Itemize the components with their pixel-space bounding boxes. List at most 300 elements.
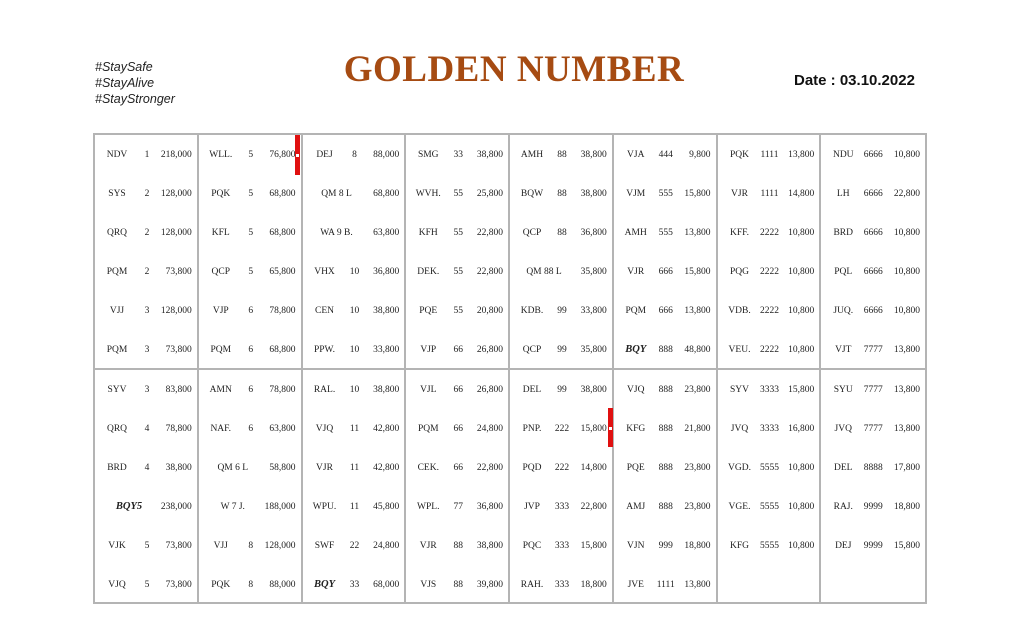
code-cell: VJQ	[627, 384, 645, 395]
amount-cell: 68,000	[373, 579, 400, 590]
amount-cell: 14,800	[580, 462, 607, 473]
number-cell: 6	[248, 384, 254, 395]
number-cell: 11	[349, 462, 360, 473]
amount-cell: 22,800	[580, 501, 607, 512]
amount-cell: 20,800	[476, 305, 503, 316]
code-cell: VJT	[835, 344, 852, 355]
code-cell: PQM	[210, 344, 232, 355]
number-row	[95, 409, 197, 448]
amount-cell: 128,000	[160, 188, 192, 199]
number-cell: 888	[658, 462, 673, 473]
code-cell: JVQ	[730, 423, 749, 434]
number-cell: 55	[453, 266, 463, 277]
number-cell: 2	[144, 266, 150, 277]
number-row	[406, 174, 508, 213]
code-cell: QCP	[211, 266, 230, 277]
number-row	[199, 330, 301, 369]
amount-cell: 33,800	[580, 305, 607, 316]
number-cell: 3	[144, 305, 150, 316]
number-row	[406, 409, 508, 448]
code-cell: VJN	[627, 540, 645, 551]
number-cell: 6666	[863, 188, 883, 199]
code-cell: DEL	[522, 384, 542, 395]
number-row	[303, 487, 405, 526]
code-cell: KDB.	[520, 305, 544, 316]
code-cell: VJS	[420, 579, 437, 590]
number-row	[510, 174, 612, 213]
code-cell: QM 6 L	[217, 462, 249, 473]
number-row	[199, 291, 301, 330]
number-row	[614, 409, 716, 448]
number-cell: 2222	[760, 266, 779, 277]
number-cell: 2	[144, 227, 150, 238]
number-row	[510, 135, 612, 174]
number-cell: 8	[248, 579, 254, 590]
code-cell: PNP.	[522, 423, 542, 434]
amount-cell: 15,800	[684, 266, 711, 277]
code-cell: WVH.	[415, 188, 441, 199]
hashtag-line: #StayAlive	[95, 76, 155, 90]
code-cell: QRQ	[106, 423, 128, 434]
amount-cell: 128,000	[160, 305, 192, 316]
code-cell: SYU	[833, 384, 853, 395]
code-cell: PQM	[106, 344, 128, 355]
amount-cell: 68,800	[269, 188, 296, 199]
number-cell: 3333	[760, 384, 779, 395]
number-cell: 10	[349, 344, 360, 355]
number-row	[821, 252, 925, 291]
code-cell: AMJ	[626, 501, 646, 512]
grid-column	[614, 135, 718, 369]
number-cell: 5	[144, 579, 150, 590]
amount-cell: 38,800	[476, 149, 503, 160]
number-row	[510, 448, 612, 487]
number-cell: 10	[349, 305, 360, 316]
code-cell: PQL	[834, 266, 853, 277]
number-row	[303, 370, 405, 409]
amount-cell: 22,800	[476, 227, 503, 238]
grid-column	[614, 370, 718, 604]
code-cell: CEN	[315, 305, 334, 316]
number-row	[199, 213, 301, 252]
number-row	[821, 526, 925, 565]
number-row	[821, 174, 925, 213]
grid-column	[406, 370, 510, 604]
amount-cell: 63,800	[269, 423, 296, 434]
number-row	[95, 252, 197, 291]
number-cell: 5555	[760, 540, 779, 551]
amount-cell: 36,800	[580, 227, 607, 238]
number-cell: 3	[144, 384, 150, 395]
number-row	[199, 565, 301, 604]
grid-column	[510, 370, 614, 604]
code-cell: KFF.	[729, 227, 750, 238]
code-cell: KFH	[418, 227, 438, 238]
number-row	[95, 135, 197, 174]
grid-column	[95, 135, 199, 369]
code-cell: VJM	[626, 188, 646, 199]
amount-cell: 22,800	[476, 266, 503, 277]
number-row	[718, 526, 820, 565]
code-cell: NDV	[106, 149, 128, 160]
number-row	[199, 370, 301, 409]
number-row	[718, 330, 820, 369]
amount-cell: 10,800	[788, 227, 815, 238]
number-cell: 1	[144, 149, 150, 160]
amount-cell: 13,800	[684, 305, 711, 316]
code-cell: KFG	[729, 540, 749, 551]
amount-cell: 15,800	[788, 384, 815, 395]
red-marker	[608, 408, 613, 447]
number-row	[510, 526, 612, 565]
number-row	[95, 213, 197, 252]
amount-cell: 38,800	[580, 384, 607, 395]
amount-cell: 22,800	[893, 188, 920, 199]
amount-cell: 10,800	[788, 305, 815, 316]
amount-cell: 33,800	[373, 344, 400, 355]
number-cell: 3333	[760, 423, 779, 434]
code-cell: KFG	[626, 423, 646, 434]
grid-column	[510, 135, 614, 369]
amount-cell: 25,800	[476, 188, 503, 199]
code-cell: SWF	[314, 540, 335, 551]
amount-cell: 13,800	[684, 227, 711, 238]
number-cell: 66	[453, 384, 463, 395]
number-cell: 2	[144, 188, 150, 199]
code-cell: AMH	[624, 227, 647, 238]
code-cell: DEL	[834, 462, 853, 473]
amount-cell: 10,800	[893, 305, 920, 316]
number-row	[303, 213, 405, 252]
number-row	[406, 370, 508, 409]
amount-cell: 24,800	[476, 423, 503, 434]
code-cell: VGD.	[728, 462, 751, 473]
number-row	[95, 565, 197, 604]
amount-cell: 26,800	[476, 344, 503, 355]
number-cell: 66	[453, 462, 463, 473]
code-cell: KFL	[211, 227, 230, 238]
amount-cell: 68,800	[373, 188, 400, 199]
number-cell: 9999	[863, 540, 883, 551]
number-row	[406, 526, 508, 565]
number-cell: 5	[144, 540, 150, 551]
number-row	[718, 135, 820, 174]
code-cell: WPU.	[312, 501, 337, 512]
grid-bottom-half	[95, 370, 925, 604]
grid-column	[718, 135, 822, 369]
grid-column	[821, 135, 925, 369]
amount-cell: 10,800	[788, 462, 815, 473]
number-row	[718, 448, 820, 487]
number-row	[614, 487, 716, 526]
amount-cell: 63,800	[373, 227, 400, 238]
number-row	[614, 330, 716, 369]
code-cell: VJR	[316, 462, 333, 473]
amount-cell: 23,800	[684, 501, 711, 512]
number-row	[718, 370, 820, 409]
number-cell: 555	[658, 188, 673, 199]
number-cell: 6666	[863, 305, 883, 316]
number-cell: 55	[453, 305, 463, 316]
code-cell: WLL.	[209, 149, 233, 160]
number-row	[303, 174, 405, 213]
amount-cell: 9,800	[689, 149, 711, 160]
number-row	[718, 252, 820, 291]
amount-cell: 78,800	[269, 384, 296, 395]
number-cell: 2222	[760, 305, 779, 316]
code-cell: AMN	[209, 384, 232, 395]
amount-cell: 35,800	[580, 344, 607, 355]
number-row	[614, 448, 716, 487]
number-row	[406, 135, 508, 174]
number-row	[614, 174, 716, 213]
code-cell: BQW	[520, 188, 544, 199]
amount-cell: 218,000	[160, 149, 192, 160]
amount-cell: 18,800	[893, 501, 920, 512]
number-row	[199, 409, 301, 448]
number-cell: 222	[554, 462, 570, 473]
grid-column	[718, 370, 822, 604]
code-cell: VHX	[314, 266, 335, 277]
number-cell: 88	[453, 579, 463, 590]
grid-column	[406, 135, 510, 369]
number-row	[95, 291, 197, 330]
amount-cell: 15,800	[580, 540, 607, 551]
amount-cell: 23,800	[684, 462, 711, 473]
number-cell: 333	[554, 579, 570, 590]
amount-cell: 73,800	[165, 344, 192, 355]
hashtag-line: #StaySafe	[95, 60, 153, 74]
number-cell: 1111	[760, 188, 779, 199]
code-cell: DEK.	[417, 266, 440, 277]
number-cell: 5	[248, 266, 254, 277]
amount-cell: 42,800	[373, 423, 400, 434]
grid-column	[95, 370, 199, 604]
number-cell: 2222	[760, 227, 779, 238]
number-row	[718, 213, 820, 252]
number-row	[821, 330, 925, 369]
number-cell: 333	[554, 501, 570, 512]
number-cell: 8	[248, 540, 254, 551]
code-cell: VJJ	[213, 540, 228, 551]
amount-cell: 24,800	[373, 540, 400, 551]
number-row	[510, 487, 612, 526]
code-cell: CEK.	[417, 462, 439, 473]
code-cell: W 7 J.	[220, 501, 245, 512]
number-cell: 5	[248, 188, 254, 199]
number-cell: 7777	[863, 384, 883, 395]
number-row	[510, 565, 612, 604]
code-cell: PQE	[419, 305, 438, 316]
code-cell: PQK	[211, 188, 231, 199]
amount-cell: 68,800	[269, 227, 296, 238]
number-row	[614, 135, 716, 174]
code-cell: WPL.	[417, 501, 440, 512]
number-grid	[93, 133, 927, 604]
number-row	[303, 409, 405, 448]
hashtag-line: #StayStronger	[95, 92, 175, 106]
code-cell: VDB.	[728, 305, 751, 316]
code-cell: BRD	[833, 227, 854, 238]
amount-cell: 10,800	[788, 344, 815, 355]
amount-cell: 18,800	[580, 579, 607, 590]
number-row	[510, 409, 612, 448]
code-cell: WA 9 B.	[320, 227, 353, 238]
number-row	[303, 135, 405, 174]
number-row	[718, 291, 820, 330]
grid-column	[199, 370, 303, 604]
page-title-text: GOLDEN NUMBER	[343, 49, 685, 90]
number-row	[821, 370, 925, 409]
grid-column	[821, 370, 925, 604]
number-cell: 2222	[760, 344, 779, 355]
code-cell: VJA	[627, 149, 645, 160]
code-cell: RAH.	[520, 579, 544, 590]
amount-cell: 13,800	[893, 384, 920, 395]
amount-cell: 38,800	[165, 462, 192, 473]
amount-cell: 73,800	[165, 266, 192, 277]
code-cell: JVE	[627, 579, 644, 590]
grid-column	[199, 135, 303, 369]
code-cell: VJQ	[315, 423, 334, 434]
code-cell: JUQ.	[833, 305, 854, 316]
amount-cell: 13,800	[893, 423, 920, 434]
number-cell: 1111	[656, 579, 675, 590]
code-cell: PPW.	[313, 344, 336, 355]
amount-cell: 17,800	[893, 462, 920, 473]
number-row	[821, 409, 925, 448]
number-row	[614, 565, 716, 604]
number-cell: 666	[658, 266, 673, 277]
number-cell: 999	[658, 540, 673, 551]
code-cell: PQK	[211, 579, 231, 590]
amount-cell: 68,800	[269, 344, 296, 355]
number-row	[199, 448, 301, 487]
code-cell: BQY	[314, 579, 335, 590]
number-row	[510, 370, 612, 409]
amount-cell: 36,800	[373, 266, 400, 277]
number-cell: 6	[248, 423, 254, 434]
number-row	[199, 487, 301, 526]
amount-cell: 15,800	[893, 540, 920, 551]
number-row	[95, 174, 197, 213]
number-cell: 4	[144, 462, 150, 473]
number-row	[614, 291, 716, 330]
amount-cell: 10,800	[788, 540, 815, 551]
amount-cell: 45,800	[373, 501, 400, 512]
number-cell: 666	[658, 305, 673, 316]
code-cell: RAL.	[313, 384, 336, 395]
code-cell: VJP	[420, 344, 437, 355]
code-cell: PQE	[626, 462, 645, 473]
amount-cell: 18,800	[684, 540, 711, 551]
amount-cell: 10,800	[893, 149, 920, 160]
amount-cell: 10,800	[893, 227, 920, 238]
number-cell: 66	[453, 344, 463, 355]
code-cell: BRD	[107, 462, 127, 473]
code-cell: PQM	[625, 305, 647, 316]
number-row	[95, 370, 197, 409]
number-cell: 11	[349, 501, 360, 512]
number-cell: 10	[349, 384, 360, 395]
number-cell: 888	[658, 423, 673, 434]
number-row	[821, 487, 925, 526]
code-cell: DEJ	[316, 149, 333, 160]
number-row	[510, 291, 612, 330]
number-cell: 5555	[760, 501, 779, 512]
amount-cell: 88,000	[269, 579, 296, 590]
amount-cell: 65,800	[269, 266, 296, 277]
amount-cell: 16,800	[788, 423, 815, 434]
code-cell: RAJ.	[833, 501, 853, 512]
code-cell: PQM	[106, 266, 128, 277]
code-cell: VGE.	[728, 501, 751, 512]
grid-column	[303, 370, 407, 604]
code-cell: DEJ	[835, 540, 852, 551]
amount-cell: 128,000	[264, 540, 296, 551]
number-cell: 10	[349, 266, 360, 277]
number-cell: 6666	[863, 227, 883, 238]
number-row	[821, 135, 925, 174]
number-row	[406, 487, 508, 526]
amount-cell: 26,800	[476, 384, 503, 395]
code-cell: SYV	[729, 384, 749, 395]
number-cell: 66	[453, 423, 463, 434]
code-cell: QRQ	[106, 227, 128, 238]
amount-cell: 38,800	[373, 384, 400, 395]
number-cell: 888	[658, 344, 673, 355]
number-cell: 6666	[863, 266, 883, 277]
amount-cell: 42,800	[373, 462, 400, 473]
code-cell: QCP	[522, 227, 542, 238]
amount-cell: 83,800	[165, 384, 192, 395]
amount-cell: 10,800	[788, 501, 815, 512]
number-row	[303, 252, 405, 291]
number-cell: 444	[658, 149, 673, 160]
number-row	[718, 565, 820, 604]
number-cell: 99	[557, 344, 567, 355]
code-cell: BQY5	[115, 501, 143, 512]
number-row	[614, 213, 716, 252]
number-cell: 6	[248, 305, 254, 316]
number-row	[614, 252, 716, 291]
number-row	[718, 409, 820, 448]
amount-cell: 13,800	[893, 344, 920, 355]
number-cell: 8888	[863, 462, 883, 473]
amount-cell: 48,800	[684, 344, 711, 355]
number-cell: 7777	[863, 423, 883, 434]
number-cell: 8	[352, 149, 357, 160]
number-row	[406, 448, 508, 487]
number-row	[303, 330, 405, 369]
amount-cell: 36,800	[476, 501, 503, 512]
number-cell: 33	[349, 579, 360, 590]
code-cell: PQK	[729, 149, 749, 160]
number-row	[95, 448, 197, 487]
number-cell: 6	[248, 344, 254, 355]
code-cell: VEU.	[728, 344, 751, 355]
code-cell: PQC	[522, 540, 542, 551]
code-cell: SYV	[107, 384, 127, 395]
code-cell: LH	[836, 188, 850, 199]
amount-cell: 73,800	[165, 579, 192, 590]
code-cell: SMG	[417, 149, 439, 160]
amount-cell: 10,800	[788, 266, 815, 277]
number-row	[821, 565, 925, 604]
code-cell: QCP	[522, 344, 542, 355]
number-cell: 5	[248, 149, 254, 160]
code-cell: QM 88 L	[526, 266, 562, 277]
